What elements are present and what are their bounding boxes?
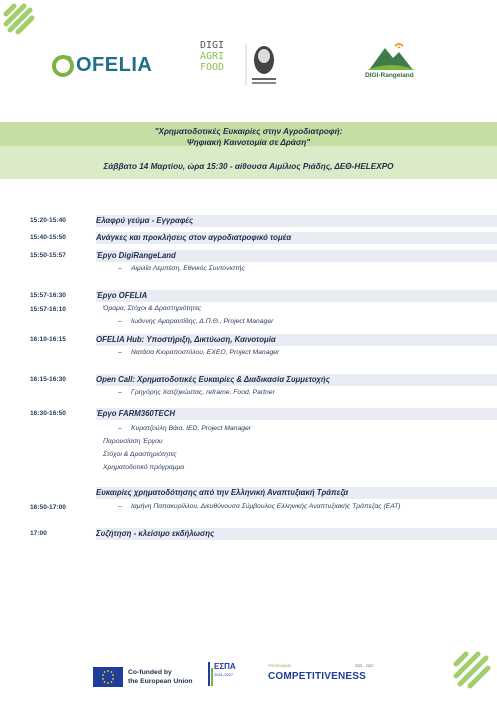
agenda-title: Έργο FARM360TECH — [96, 409, 175, 418]
agenda-title: Έργο DigiRangeLand — [96, 251, 176, 260]
agenda-title: Συζήτηση - κλείσιμο εκδήλωσης — [96, 529, 215, 538]
agenda-speaker: Ιαμήνη Παπακυρίλλου, Διευθύνουσα Σύμβουλος Ελληνικής Αναπτυξιακής Τράπεζας (ΕΑΤ) — [131, 503, 401, 510]
leaf-decoration-icon — [450, 648, 492, 694]
espa-logo — [208, 662, 248, 690]
agenda-speaker: Ιωάννης Αμαραντίδης, Δ.Π.Θ., Project Manager — [131, 318, 274, 325]
agenda-time: 15:57-16:30 — [30, 292, 66, 299]
agenda-time: 16:15-16:30 — [30, 376, 66, 383]
ofelia-logo-text: OFELIA — [76, 53, 153, 76]
bullet-dash: – — [118, 503, 122, 510]
rangeland-logo-text: DIGI-Rangeland — [365, 72, 414, 79]
agenda-title: Έργο OFELIA — [96, 291, 148, 300]
ofelia-leaf-icon — [52, 53, 74, 77]
agenda-row-bar — [96, 290, 497, 302]
eu-text-line1: Co-funded by — [128, 669, 172, 676]
agenda-subitem: Παρουσίαση Έργου — [103, 438, 163, 445]
bullet-dash: – — [118, 318, 122, 325]
bullet-dash: – — [118, 425, 122, 432]
agenda-subtitle: Όραμα, Στόχοι & Δραστηριότητες — [103, 305, 202, 312]
agenda-subitem: Στόχοι & Δραστηριότητες — [103, 451, 177, 458]
event-subtitle: Σάββατο 14 Μαρτίου, ώρα 15:30 - αίθουσα Αιμίλιος Ριάδης, ΔΕΘ-HELEXPO — [103, 162, 394, 171]
agenda-time: 15:20-15:40 — [30, 217, 66, 224]
competitiveness-logo — [268, 664, 378, 688]
agenda-speaker: Αιμιλία Λεμπέση, Εθνικός Συντονιστής — [131, 265, 245, 272]
eu-flag-icon — [93, 667, 123, 687]
competitiveness-years: 2021 - 2027 — [355, 664, 374, 668]
agenda-time: 16:30-16:50 — [30, 410, 66, 417]
digi-line: FOOD — [200, 62, 225, 73]
agenda-title: Ευκαιρίες χρηματοδότησης από την Ελληνική Αναπτυξιακή Τράπεζα — [96, 488, 349, 497]
agenda-title: Open Call: Χρηματοδοτικές Ευκαιρίες & Διαδικασία Συμμετοχής — [96, 375, 330, 384]
agenda-time: 15:50-15:57 — [30, 252, 66, 259]
eu-text-line2: the European Union — [128, 678, 193, 685]
rangeland-landscape-icon — [365, 42, 417, 72]
agenda-time: 15:57-16:10 — [30, 306, 66, 313]
digi-agri-food-logo — [200, 40, 292, 90]
agenda-speaker: Γρηγόρης Χατζηκώστας, reframe. Food, Partner — [131, 389, 275, 396]
agenda-subitem: Χρηματοδοτικό πρόγραμμα — [103, 464, 185, 471]
ofelia-logo — [52, 50, 152, 80]
agenda-time: 16:50-17:00 — [30, 504, 66, 511]
bullet-dash: – — [118, 389, 122, 396]
competitiveness-programme: PROGRAMME — [268, 664, 292, 668]
agenda-title: Ελαφρύ γεύμα - Εγγραφές — [96, 216, 194, 225]
competitiveness-text: COMPETITIVENESS — [268, 671, 367, 682]
agenda-title: Ανάγκες και προκλήσεις στον αγροδιατροφικό τομέα — [96, 233, 292, 242]
digi-rangeland-logo — [365, 42, 417, 82]
digi-line: AGRI — [200, 51, 225, 62]
agenda-speaker: Νατάσα Κιοραποστόλου, ΕΧΕΟ, Project Manager — [131, 349, 280, 356]
espa-years: 2021-2027 — [214, 672, 234, 677]
event-title-line2: Ψηφιακή Καινοτομία σε Δράση" — [186, 138, 311, 147]
agenda-time: 16:10-16:15 — [30, 336, 66, 343]
university-seal-icon — [244, 42, 292, 88]
bullet-dash: – — [118, 349, 122, 356]
bullet-dash: – — [118, 265, 122, 272]
agenda-time: 17:00 — [30, 530, 47, 537]
agenda-speaker: Κυρατζούλη Βάια, IED, Project Manager — [131, 425, 252, 432]
eu-cofunded-logo — [93, 666, 199, 688]
digi-line: DIGI — [200, 40, 225, 51]
espa-text: ΕΣΠΑ — [214, 662, 236, 671]
event-title-line1: "Χρηματοδοτικές Ευκαιρίες στην Αγροδιατροφή: — [154, 127, 343, 136]
agenda-time: 15:40-15:50 — [30, 234, 66, 241]
agenda-title: OFELIA Hub: Υποστήριξη, Δικτύωση, Καινοτομία — [96, 335, 276, 344]
event-title — [0, 126, 497, 148]
leaf-decoration-icon — [2, 2, 42, 42]
